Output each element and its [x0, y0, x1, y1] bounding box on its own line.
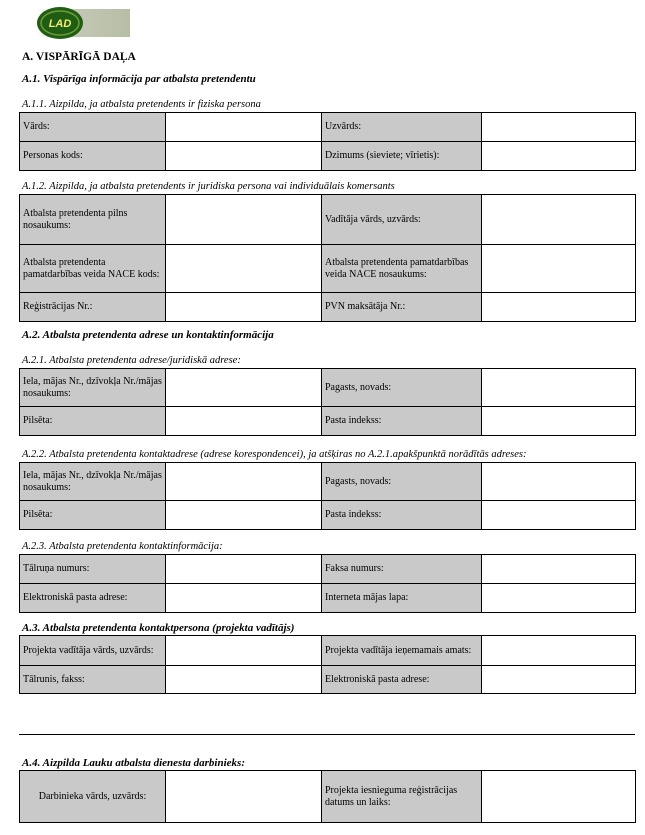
- label-epasts-vaditajs: Elektroniskā pasta adrese:: [322, 666, 482, 694]
- label-amats: Projekta vadītāja ieņemamais amats:: [322, 636, 482, 666]
- section-a23-title: A.2.3. Atbalsta pretendenta kontaktinformācija:: [22, 541, 223, 552]
- table-a11: [19, 112, 636, 171]
- label-pilseta: Pilsēta:: [20, 407, 166, 436]
- field-nace-kods[interactable]: [166, 245, 322, 293]
- label-talrunis-fakss: Tālrunis, fakss:: [20, 666, 166, 694]
- label-iela: Iela, mājas Nr., dzīvokļa Nr./mājas nosaukums:: [20, 369, 166, 407]
- field-registracijas-datums[interactable]: [482, 771, 636, 823]
- label-faksa-numurs: Faksa numurs:: [322, 555, 482, 584]
- label-personas-kods: Personas kods:: [20, 142, 166, 171]
- field-faksa-numurs[interactable]: [482, 555, 636, 584]
- field-nace-nosaukums[interactable]: [482, 245, 636, 293]
- label-majas-lapa: Interneta mājas lapa:: [322, 584, 482, 613]
- field-majas-lapa[interactable]: [482, 584, 636, 613]
- section-a11-title: A.1.1. Aizpilda, ja atbalsta pretendents ir fiziska persona: [22, 99, 261, 110]
- label-vards: Vārds:: [20, 113, 166, 142]
- label-pasta-indekss: Pasta indekss:: [322, 407, 482, 436]
- table-a22: [19, 462, 636, 530]
- label-uzvards: Uzvārds:: [322, 113, 482, 142]
- field-iela[interactable]: [166, 369, 322, 407]
- field-pilseta-kontakt[interactable]: [166, 501, 322, 530]
- section-a3-title: A.3. Atbalsta pretendenta kontaktpersona (projekta vadītājs): [22, 622, 295, 634]
- label-pagasts-kontakt: Pagasts, novads:: [322, 463, 482, 501]
- field-pilseta[interactable]: [166, 407, 322, 436]
- label-pvn-nr: PVN maksātāja Nr.:: [322, 293, 482, 322]
- table-a23: [19, 554, 636, 613]
- field-uzvards[interactable]: [482, 113, 636, 142]
- label-epasts: Elektroniskā pasta adrese:: [20, 584, 166, 613]
- section-a21-title: A.2.1. Atbalsta pretendenta adrese/juridiskā adrese:: [22, 355, 241, 366]
- field-vaditaja-vards[interactable]: [482, 195, 636, 245]
- label-nace-nosaukums: Atbalsta pretendenta pamatdarbības veida NACE nosaukums:: [322, 245, 482, 293]
- field-iela-kontakt[interactable]: [166, 463, 322, 501]
- field-vards[interactable]: [166, 113, 322, 142]
- field-registracijas-nr[interactable]: [166, 293, 322, 322]
- label-registracijas-datums: Projekta iesnieguma reģistrācijas datums un laiks:: [322, 771, 482, 823]
- label-dzimums: Dzimums (sieviete; vīrietis):: [322, 142, 482, 171]
- label-darbinieka-vards: Darbinieka vārds, uzvārds:: [20, 771, 166, 823]
- table-a21: [19, 368, 636, 436]
- field-dzimums[interactable]: [482, 142, 636, 171]
- label-vaditaja-vards: Vadītāja vārds, uzvārds:: [322, 195, 482, 245]
- label-iela-kontakt: Iela, mājas Nr., dzīvokļa Nr./mājas nosaukums:: [20, 463, 166, 501]
- label-pasta-indekss-kontakt: Pasta indekss:: [322, 501, 482, 530]
- label-nace-kods: Atbalsta pretendenta pamatdarbības veida NACE kods:: [20, 245, 166, 293]
- field-epasts[interactable]: [166, 584, 322, 613]
- field-pasta-indekss-kontakt[interactable]: [482, 501, 636, 530]
- section-a22-title: A.2.2. Atbalsta pretendenta kontaktadrese (adrese korespondencei), ja atšķiras no A.2.1.apakšpunktā norādītās adreses:: [22, 449, 527, 460]
- label-pilns-nosaukums: Atbalsta pretendenta pilns nosaukums:: [20, 195, 166, 245]
- label-pilseta-kontakt: Pilsēta:: [20, 501, 166, 530]
- section-a2-title: A.2. Atbalsta pretendenta adrese un kontaktinformācija: [22, 329, 274, 341]
- logo-text: LAD: [48, 18, 72, 30]
- lad-logo-graphic: [36, 6, 130, 40]
- label-registracijas-nr: Reģistrācijas Nr.:: [20, 293, 166, 322]
- table-a3: [19, 635, 636, 694]
- field-projekta-vaditajs[interactable]: [166, 636, 322, 666]
- field-darbinieka-vards[interactable]: [166, 771, 322, 823]
- field-talruna-numurs[interactable]: [166, 555, 322, 584]
- label-talruna-numurs: Tālruņa numurs:: [20, 555, 166, 584]
- label-pagasts: Pagasts, novads:: [322, 369, 482, 407]
- section-a4-title: A.4. Aizpilda Lauku atbalsta dienesta darbinieks:: [22, 757, 245, 769]
- field-pagasts-kontakt[interactable]: [482, 463, 636, 501]
- field-amats[interactable]: [482, 636, 636, 666]
- field-pagasts[interactable]: [482, 369, 636, 407]
- lad-logo: [36, 6, 130, 40]
- section-a12-title: A.1.2. Aizpilda, ja atbalsta pretendents ir juridiska persona vai individuālais komersants: [22, 181, 395, 192]
- section-a-title: A. VISPĀRĪGĀ DAĻA: [22, 51, 136, 63]
- field-pvn-nr[interactable]: [482, 293, 636, 322]
- section-a1-title: A.1. Vispārīga informācija par atbalsta pretendentu: [22, 73, 256, 85]
- section-divider: [19, 734, 635, 735]
- table-a12: [19, 194, 636, 322]
- field-pilns-nosaukums[interactable]: [166, 195, 322, 245]
- table-a4: [19, 770, 636, 823]
- field-pasta-indekss[interactable]: [482, 407, 636, 436]
- field-personas-kods[interactable]: [166, 142, 322, 171]
- field-talrunis-fakss[interactable]: [166, 666, 322, 694]
- label-projekta-vaditajs: Projekta vadītāja vārds, uzvārds:: [20, 636, 166, 666]
- field-epasts-vaditajs[interactable]: [482, 666, 636, 694]
